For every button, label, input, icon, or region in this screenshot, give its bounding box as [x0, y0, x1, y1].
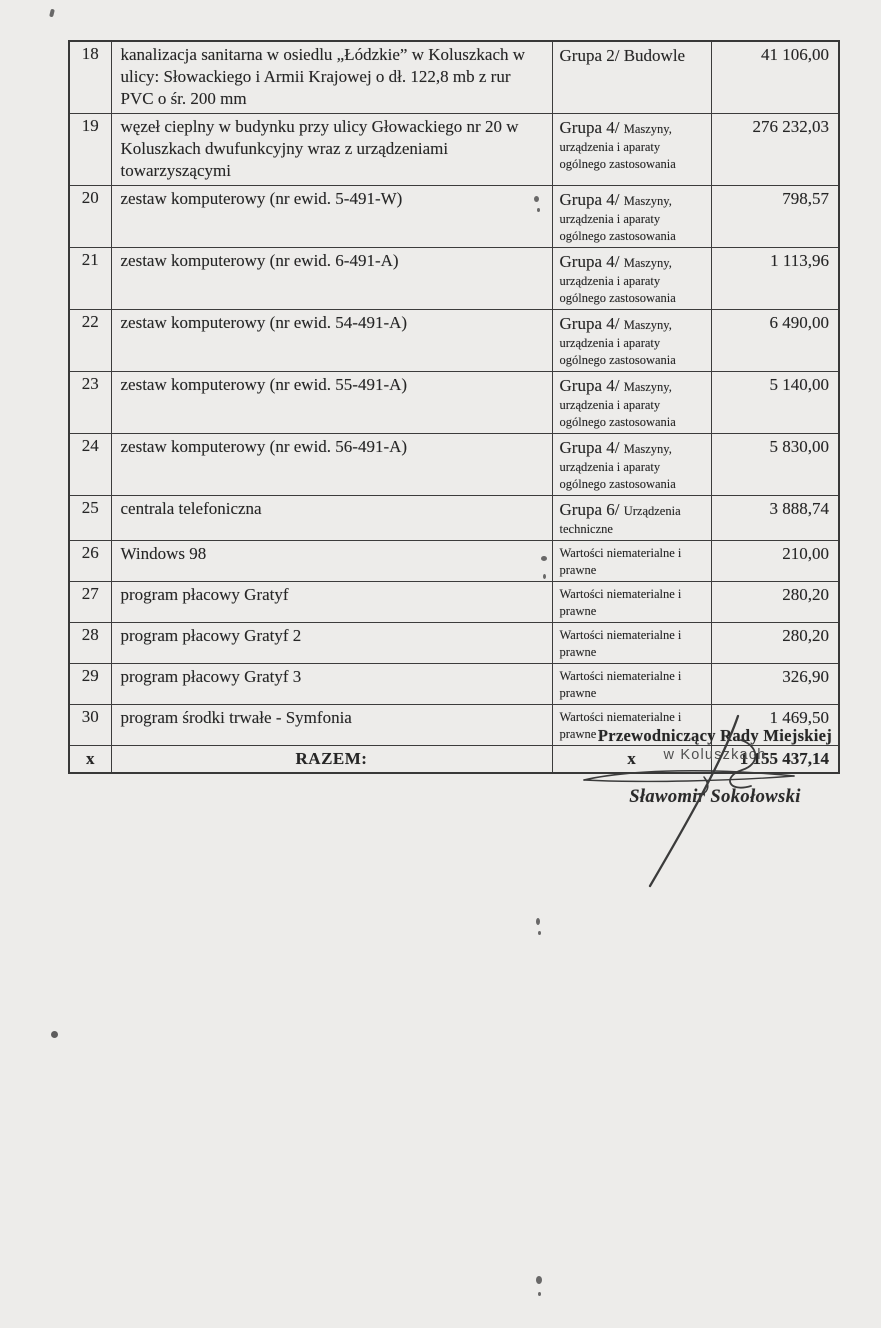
group-detail-label: Maszyny, urządzenia i aparaty ogólnego zastosowania: [559, 256, 676, 305]
row-number-cell: 22: [69, 310, 111, 372]
table-row: [69, 496, 839, 541]
group-main-label: Grupa 4/: [559, 376, 624, 395]
group-detail-label: Maszyny, urządzenia i aparaty ogólnego zastosowania: [559, 380, 676, 429]
group-detail-label: Wartości niematerialne i prawne: [559, 710, 682, 741]
row-description-cell: zestaw komputerowy (nr ewid. 55-491-A): [111, 372, 552, 434]
scan-speck: [541, 556, 547, 561]
row-value-cell: 280,20: [711, 623, 839, 664]
group-main-label: Grupa 6/: [559, 500, 624, 519]
group-main-label: Grupa 4/: [559, 314, 624, 333]
row-description-cell: zestaw komputerowy (nr ewid. 54-491-A): [111, 310, 552, 372]
scan-speck: [543, 574, 546, 579]
row-description-cell: węzeł cieplny w budynku przy ulicy Głowackiego nr 20 w Koluszkach dwufunkcyjny wraz z urządzeniami towarzyszącymi: [111, 114, 552, 186]
scan-speck: [534, 196, 539, 202]
group-detail-label: Wartości niematerialne i prawne: [559, 587, 682, 618]
row-value-cell: 798,57: [711, 186, 839, 248]
scan-speck: [49, 9, 55, 18]
stamp-location-line: w Koluszkach: [663, 747, 767, 763]
row-description-cell: program płacowy Gratyf: [111, 582, 552, 623]
row-value-cell: 6 490,00: [711, 310, 839, 372]
row-group-cell: [552, 114, 711, 186]
row-number-cell: 29: [69, 664, 111, 705]
scan-speck: [51, 1031, 58, 1038]
row-group-cell: [552, 541, 711, 582]
table-row: [69, 372, 839, 434]
row-number-cell: 25: [69, 496, 111, 541]
row-description-cell: zestaw komputerowy (nr ewid. 6-491-A): [111, 248, 552, 310]
group-detail-label: Wartości niematerialne i prawne: [559, 628, 682, 659]
table-row: [69, 248, 839, 310]
row-number-cell: 23: [69, 372, 111, 434]
row-description-cell: kanalizacja sanitarna w osiedlu „Łódzkie” w Koluszkach w ulicy: Słowackiego i Armii Krajowej o dł. 122,8 mb z rur PVC o śr. 200 mm: [111, 41, 552, 114]
row-number-cell: 26: [69, 541, 111, 582]
group-main-label: Grupa 2/: [559, 46, 624, 65]
row-value-cell: 3 888,74: [711, 496, 839, 541]
row-description-cell: zestaw komputerowy (nr ewid. 56-491-A): [111, 434, 552, 496]
scan-speck: [537, 208, 540, 212]
row-group-cell: [552, 310, 711, 372]
group-detail-label: Maszyny, urządzenia i aparaty ogólnego zastosowania: [559, 122, 676, 171]
table-row: [69, 434, 839, 496]
row-group-cell: [552, 434, 711, 496]
row-number-cell: 21: [69, 248, 111, 310]
row-value-cell: 5 140,00: [711, 372, 839, 434]
row-description-cell: program środki trwałe - Symfonia: [111, 705, 552, 746]
row-value-cell: 210,00: [711, 541, 839, 582]
group-detail-label: Maszyny, urządzenia i aparaty ogólnego zastosowania: [559, 442, 676, 491]
row-value-cell: 326,90: [711, 664, 839, 705]
row-number-cell: 28: [69, 623, 111, 664]
row-group-cell: [552, 186, 711, 248]
table-row: [69, 41, 839, 114]
row-description-cell: centrala telefoniczna: [111, 496, 552, 541]
row-group-cell: [552, 623, 711, 664]
row-group-cell: [552, 248, 711, 310]
row-description-cell: program płacowy Gratyf 3: [111, 664, 552, 705]
row-number-cell: 19: [69, 114, 111, 186]
row-number-cell: 20: [69, 186, 111, 248]
stamp-signer-name: Sławomir Sokołowski: [629, 787, 801, 807]
total-x-cell: x: [69, 746, 111, 774]
table-row: [69, 310, 839, 372]
group-main-label: Grupa 4/: [559, 252, 624, 271]
group-detail-label: Budowle: [623, 46, 686, 65]
row-value-cell: 1 113,96: [711, 248, 839, 310]
row-number-cell: 27: [69, 582, 111, 623]
row-value-cell: 1 469,50: [711, 705, 839, 746]
row-group-cell: [552, 582, 711, 623]
table-row: [69, 186, 839, 248]
row-value-cell: 280,20: [711, 582, 839, 623]
row-value-cell: 5 830,00: [711, 434, 839, 496]
table-row: [69, 541, 839, 582]
fixed-assets-table: [68, 40, 840, 774]
group-main-label: Grupa 4/: [559, 118, 624, 137]
total-group-x-cell: x: [552, 746, 711, 774]
table-row: [69, 114, 839, 186]
group-detail-label: Wartości niematerialne i prawne: [559, 669, 682, 700]
row-value-cell: 41 106,00: [711, 41, 839, 114]
scan-speck: [538, 931, 541, 935]
row-number-cell: 30: [69, 705, 111, 746]
table-row: [69, 664, 839, 705]
row-group-cell: [552, 372, 711, 434]
row-group-cell: [552, 664, 711, 705]
row-description-cell: Windows 98: [111, 541, 552, 582]
scan-speck: [536, 918, 540, 925]
asset-table-body: [69, 41, 839, 746]
group-main-label: Grupa 4/: [559, 190, 624, 209]
group-main-label: Grupa 4/: [559, 438, 624, 457]
stamp-title-line: Przewodniczący Rady Miejskiej: [597, 726, 833, 745]
table-row: [69, 582, 839, 623]
group-detail-label: Maszyny, urządzenia i aparaty ogólnego zastosowania: [559, 194, 676, 243]
scan-speck: [538, 1292, 541, 1296]
row-number-cell: 24: [69, 434, 111, 496]
group-detail-label: Maszyny, urządzenia i aparaty ogólnego zastosowania: [559, 318, 676, 367]
row-value-cell: 276 232,03: [711, 114, 839, 186]
row-description-cell: zestaw komputerowy (nr ewid. 5-491-W): [111, 186, 552, 248]
row-group-cell: [552, 496, 711, 541]
table-row: [69, 623, 839, 664]
total-value-cell: 1 155 437,14: [711, 746, 839, 774]
scan-speck: [536, 1276, 542, 1284]
row-description-cell: program płacowy Gratyf 2: [111, 623, 552, 664]
group-detail-label: Urządzenia techniczne: [559, 504, 681, 536]
row-group-cell: [552, 41, 711, 114]
total-label-cell: RAZEM:: [111, 746, 552, 774]
group-detail-label: Wartości niematerialne i prawne: [559, 546, 682, 577]
signature-flourish-lower: [584, 776, 794, 781]
row-number-cell: 18: [69, 41, 111, 114]
